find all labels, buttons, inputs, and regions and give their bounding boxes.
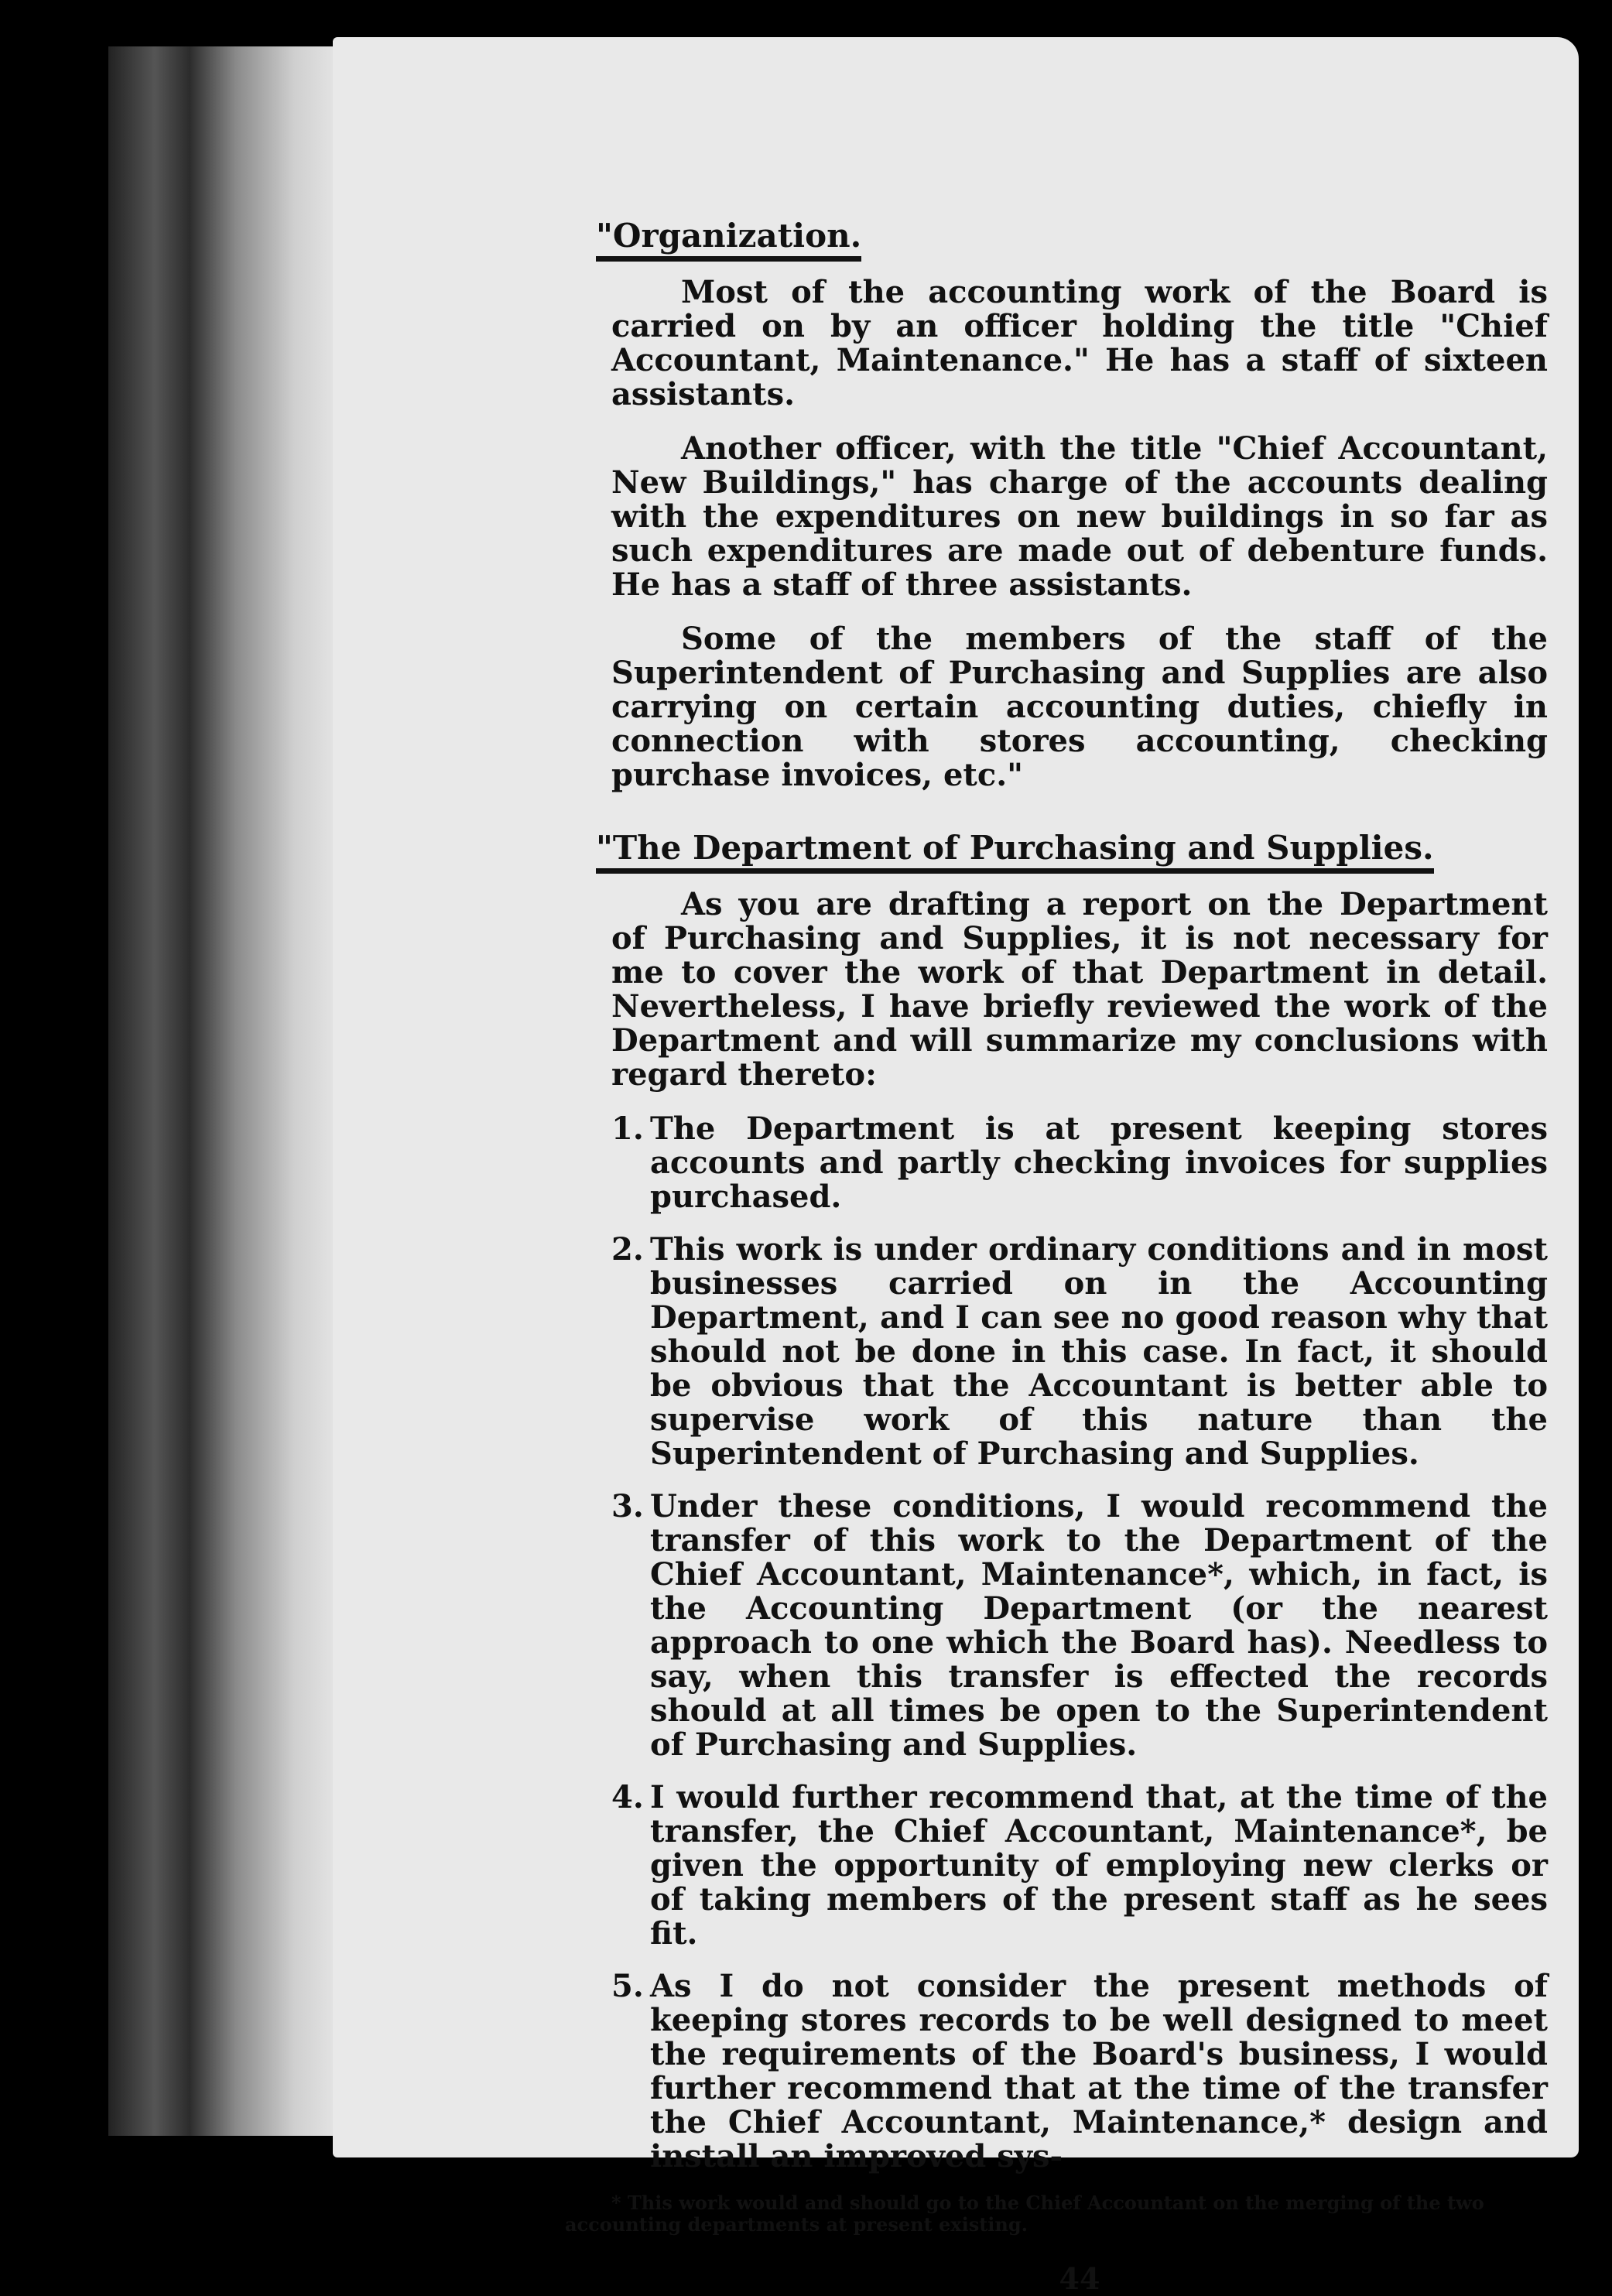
item-text: The Department is at present keeping stores accounts and partly checking invoices for supplies purchased. [650, 1110, 1548, 1215]
item-number: 4. [611, 1779, 644, 1815]
page-number: 44 [1059, 2261, 1100, 2296]
item-text: This work is under ordinary conditions and in most businesses carried on in the Accounting Department, and I can see no good reason why that should not be done in this case. In fact, it should be obvious that the Accountant is better able to supervise work of this nature than the Superintendent of Purchasing and Supplies. [650, 1231, 1548, 1472]
item-number: 5. [611, 1968, 644, 2004]
book-page-edges [108, 46, 341, 2136]
list-item [611, 1490, 1548, 1762]
list-item [611, 1781, 1548, 1951]
heading-department: "The Department of Purchasing and Supplies. [596, 831, 1434, 874]
list-item [611, 1233, 1548, 1471]
paragraph: Some of the members of the staff of the Superintendent of Purchasing and Supplies are also carrying on certain accounting duties, chiefly in connection with stores accounting, checking purchase invoices, etc." [611, 621, 1548, 793]
list-item [611, 1112, 1548, 1214]
heading-organization: "Organization. [596, 219, 861, 262]
page-text [565, 217, 1548, 2296]
item-text: As I do not consider the present methods of keeping stores records to be well designed to meet the requirements of the Board's business, I would further recommend that at the time of the transfer the Chief Accountant, Maintenance,* design and install an improved sys- [650, 1968, 1548, 2175]
item-number: 2. [611, 1231, 644, 1268]
paragraph: Most of the accounting work of the Board is carried on by an officer holding the title "Chief Accountant, Maintenance." He has a staff of sixteen assistants. [611, 274, 1548, 412]
recommendation-list [611, 1112, 1548, 2174]
item-text: Under these conditions, I would recommend the transfer of this work to the Department of the Chief Accountant, Maintenance*, which, in fact, is the Accounting Department (or the nearest approach to one which the Board has). Needless to say, when this transfer is effected the records should at all times be open to the Superintendent of Purchasing and Supplies. [650, 1488, 1548, 1763]
item-number: 1. [611, 1110, 644, 1147]
paragraph: Another officer, with the title "Chief Accountant, New Buildings," has charge of the accounts dealing with the expenditures on new buildings in so far as such expenditures are made out of debenture funds. He has a staff of three assistants. [611, 430, 1548, 603]
item-number: 3. [611, 1488, 644, 1524]
footnote: * This work would and should go to the Chief Accountant on the merging of the two accounting departments at present existing. [565, 2192, 1484, 2236]
list-item [611, 1969, 1548, 2174]
paragraph-intro: As you are drafting a report on the Department of Purchasing and Supplies, it is not necessary for me to cover the work of that Department in detail. Nevertheless, I have briefly reviewed the work of the Department and will summarize my conclusions with regard thereto: [611, 886, 1548, 1093]
item-text: I would further recommend that, at the time of the transfer, the Chief Accountant, Maintenance*, be given the opportunity of employing new clerks or of taking members of the present staff as he sees fit. [650, 1779, 1548, 1952]
page [333, 37, 1579, 2296]
